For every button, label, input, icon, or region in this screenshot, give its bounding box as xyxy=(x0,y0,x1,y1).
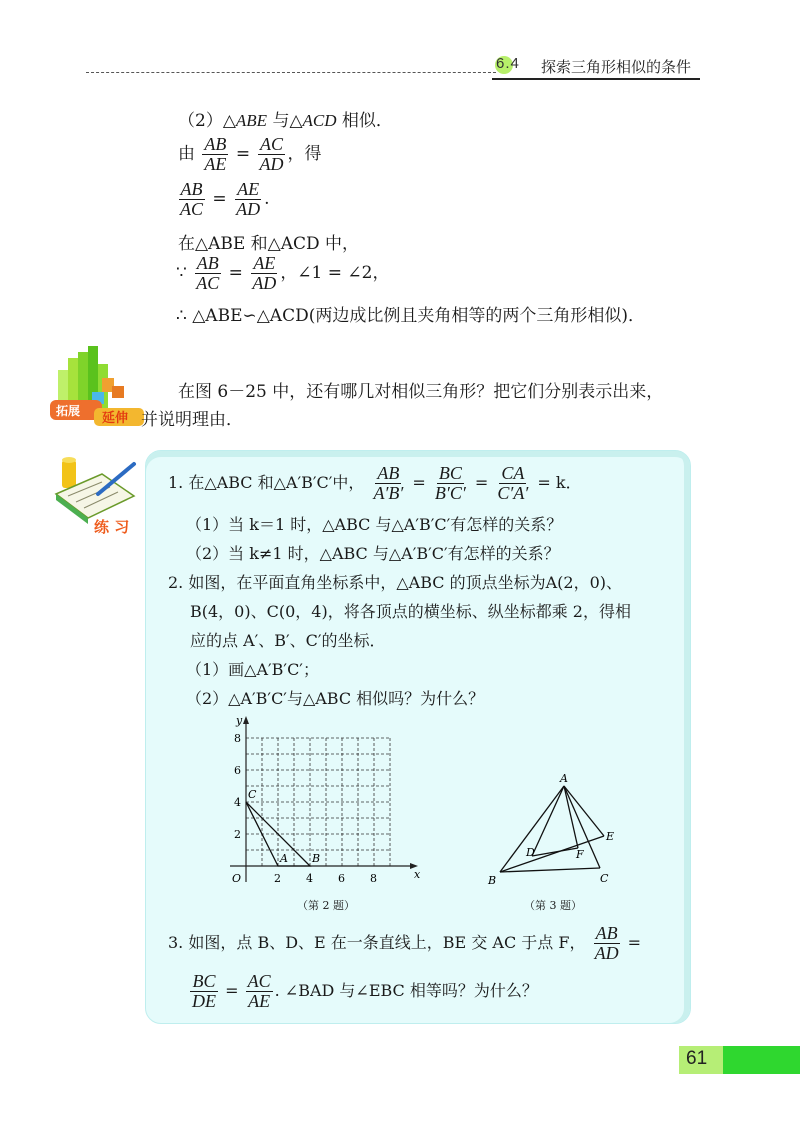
section-number: 6.4 xyxy=(496,55,520,72)
exercise-3-line-2: $\frac{BC}{DE}$ = $\frac{AC}{AE}$ . ∠BAD 与∠EBC 相等吗？为什么？ xyxy=(192,971,538,1011)
q1-fraction-1: $\frac{AB}{A'B'}$ xyxy=(373,463,404,503)
fraction-ab-ac: $\frac{AB}{AC}$ xyxy=(180,179,204,219)
svg-text:C: C xyxy=(248,788,257,801)
proof-line-5: ∵ $\frac{AB}{AC}$ = $\frac{AE}{AD}$ ，∠1 = ∠2， xyxy=(176,253,390,293)
figure-3-triangles xyxy=(484,770,624,890)
header-underline xyxy=(492,78,700,80)
svg-text:6: 6 xyxy=(234,764,241,777)
svg-text:2: 2 xyxy=(234,828,241,841)
proof-line-3: $\frac{AB}{AC}$ = $\frac{AE}{AD}$ . xyxy=(180,179,270,219)
fraction-ab-ae: $\frac{AB}{AE}$ xyxy=(204,134,227,174)
q3-fraction-1: $\frac{AB}{AD}$ xyxy=(594,923,619,963)
svg-text:B: B xyxy=(488,874,497,887)
page-number-bar xyxy=(723,1046,800,1074)
exercise-1-part-1: （1）当 k＝1 时，△ABC 与△A′B′C′有怎样的关系？ xyxy=(186,515,563,534)
svg-text:6: 6 xyxy=(338,872,345,885)
exercise-2-line-3: 应的点 A′、B′、C′的坐标． xyxy=(190,631,386,650)
figure-2-caption: （第 2 题） xyxy=(297,899,355,912)
svg-text:拓展: 拓展 xyxy=(56,404,81,418)
svg-text:B: B xyxy=(312,852,321,865)
proof-line-6: ∴ △ABE∽△ACD(两边成比例且夹角相等的两个三角形相似)． xyxy=(176,306,645,326)
svg-text:A: A xyxy=(280,852,288,865)
svg-text:4: 4 xyxy=(234,796,241,809)
extension-line-1: 在图 6－25 中，还有哪几对相似三角形？把它们分别表示出来， xyxy=(178,382,664,402)
q1-fraction-2: $\frac{BC}{B'C'}$ xyxy=(434,463,466,503)
page-number: 61 xyxy=(686,1048,708,1069)
q3-fraction-2: $\frac{BC}{DE}$ xyxy=(192,971,216,1011)
extension-line-2: 并说明理由． xyxy=(141,410,243,430)
fraction-ae-ad-2: $\frac{AE}{AD}$ xyxy=(252,253,277,293)
svg-text:x: x xyxy=(414,868,421,881)
svg-text:y: y xyxy=(236,714,243,727)
svg-text:A: A xyxy=(560,772,568,785)
proof-line-2: 由 $\frac{AB}{AE}$ = $\frac{AC}{AD}$ ，得 xyxy=(178,134,322,174)
svg-text:D: D xyxy=(526,846,535,859)
proof-line-1: （2）△ABE 与△ACD 相似． xyxy=(178,111,393,131)
svg-text:2: 2 xyxy=(274,872,281,885)
figure-3-caption: （第 3 题） xyxy=(524,899,582,912)
svg-text:C: C xyxy=(600,872,609,885)
fraction-ab-ac-2: $\frac{AB}{AC}$ xyxy=(196,253,220,293)
extension-icon xyxy=(48,342,148,427)
svg-text:练 习: 练 习 xyxy=(94,518,130,536)
exercise-2-part-1: （1）画△A′B′C′； xyxy=(186,660,319,679)
q1-fraction-3: $\frac{CA}{C'A'}$ xyxy=(497,463,529,503)
exercise-1-part-2: （2）当 k≠1 时，△ABC 与△A′B′C′有怎样的关系？ xyxy=(186,544,560,563)
figure-2-coordinate-grid xyxy=(224,712,434,890)
svg-text:8: 8 xyxy=(234,732,241,745)
svg-text:F: F xyxy=(576,848,584,861)
fraction-ae-ad: $\frac{AE}{AD}$ xyxy=(236,179,261,219)
svg-text:O: O xyxy=(232,872,242,885)
exercise-1: 1. 在△ABC 和△A′B′C′中， $\frac{AB}{A'B'}$ = $\frac{BC}{B'C'}$ = $\frac{CA}{C'A'}$ = k． xyxy=(168,463,582,503)
svg-text:4: 4 xyxy=(306,872,313,885)
exercise-3-line-1: 3. 如图，点 B、D、E 在一条直线上，BE 交 AC 于点 F， $\frac{AB}{AD}$ = xyxy=(168,923,642,963)
q3-fraction-3: $\frac{AC}{AE}$ xyxy=(247,971,271,1011)
svg-text:延伸: 延伸 xyxy=(102,411,129,426)
svg-text:E: E xyxy=(606,830,615,843)
exercise-2-line-2: B(4，0)、C(0，4)，将各顶点的横坐标、纵坐标都乘 2，得相 xyxy=(190,602,631,621)
svg-text:8: 8 xyxy=(370,872,377,885)
section-title: 探索三角形相似的条件 xyxy=(541,58,692,76)
exercise-2-line-1: 2. 如图，在平面直角坐标系中，△ABC 的顶点坐标为A(2，0)、 xyxy=(168,573,622,592)
exercise-notebook-icon xyxy=(50,456,142,536)
exercise-2-part-2: （2）△A′B′C′与△ABC 相似吗？为什么？ xyxy=(186,689,485,708)
header-dashed-rule xyxy=(86,72,496,73)
proof-line-4: 在△ABE 和△ACD 中， xyxy=(178,234,360,254)
fraction-ac-ad: $\frac{AC}{AD}$ xyxy=(259,134,284,174)
